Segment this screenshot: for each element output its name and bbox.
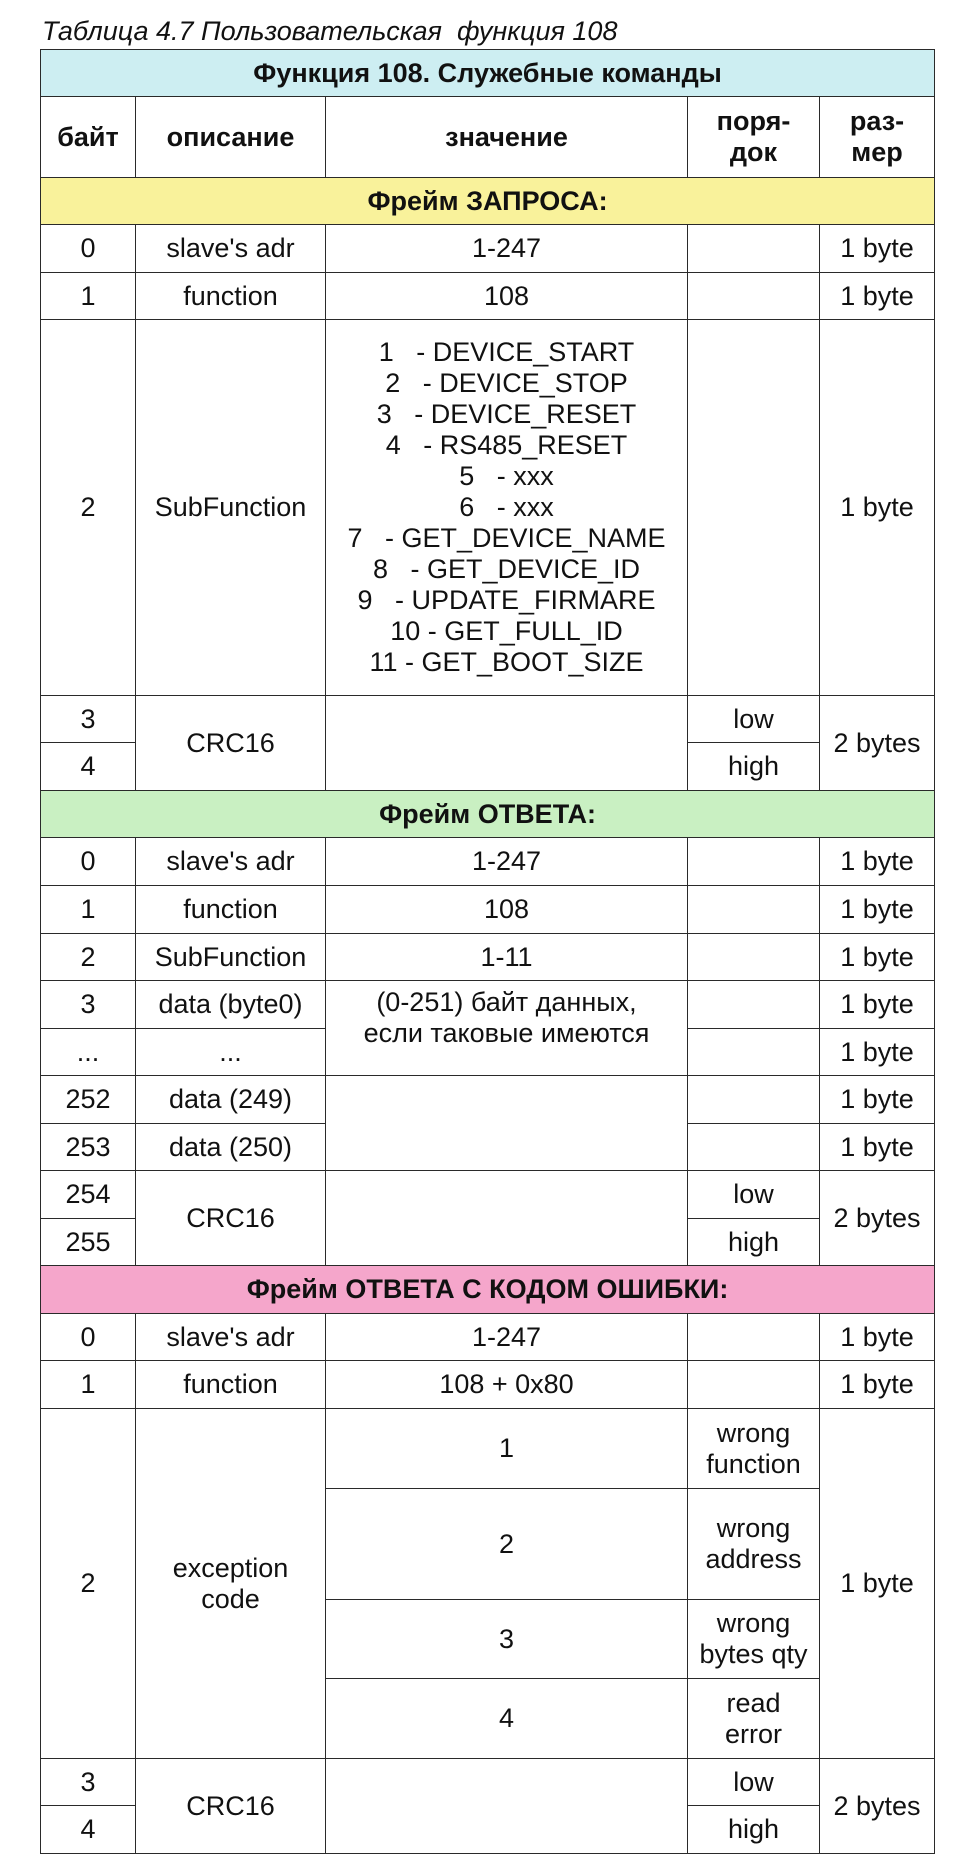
cell-description: slave's adr	[136, 1314, 326, 1361]
header-order-line2: док	[729, 137, 778, 167]
cell-value	[326, 696, 688, 791]
order-line1: wrong	[716, 1608, 791, 1638]
table-caption: Таблица 4.7 Пользовательская функция 108	[42, 16, 618, 46]
cell-order	[688, 1361, 820, 1409]
table-row	[41, 1076, 935, 1124]
cell-description: data (249)	[136, 1076, 326, 1124]
cell-byte: 2	[41, 1409, 136, 1759]
cell-byte: 3	[41, 1759, 136, 1806]
cell-value: 3	[326, 1600, 688, 1679]
cell-description: function	[136, 273, 326, 320]
section-error-row	[41, 1266, 935, 1314]
cell-value	[326, 1076, 688, 1171]
cell-byte: 2	[41, 320, 136, 696]
cell-description: function	[136, 886, 326, 934]
cell-byte: 3	[41, 981, 136, 1029]
header-size-line1: раз-	[849, 106, 905, 136]
cell-description: slave's adr	[136, 838, 326, 886]
cell-order: high	[688, 1219, 820, 1266]
cell-value: 4	[326, 1679, 688, 1759]
cell-size: 1 byte	[820, 1124, 935, 1171]
cell-description: SubFunction	[136, 320, 326, 696]
cell-order	[688, 225, 820, 273]
exception-code-line1: exception	[172, 1552, 289, 1583]
cell-order	[688, 981, 820, 1029]
cell-order: low	[688, 696, 820, 743]
cell-value: 2	[326, 1489, 688, 1600]
cell-order	[688, 1489, 820, 1600]
list-item: 11 - GET_BOOT_SIZE	[369, 647, 644, 677]
list-item: 8 - GET_DEVICE_ID	[372, 554, 641, 584]
section-response-row	[41, 791, 935, 838]
cell-value: 1-11	[326, 934, 688, 981]
cell-byte: 4	[41, 1806, 136, 1854]
list-item: 5 - xxx	[459, 461, 554, 491]
cell-size: 1 byte	[820, 1029, 935, 1076]
cell-description: CRC16	[136, 1171, 326, 1266]
cell-value	[326, 1759, 688, 1854]
cell-order: low	[688, 1759, 820, 1806]
column-header-row	[41, 97, 935, 178]
cell-order	[688, 934, 820, 981]
table-row	[41, 838, 935, 886]
cell-byte: 252	[41, 1076, 136, 1124]
header-order-line1: поря-	[716, 106, 791, 136]
cell-byte: 253	[41, 1124, 136, 1171]
cell-size: 1 byte	[820, 838, 935, 886]
cell-description: data (250)	[136, 1124, 326, 1171]
cell-byte: ...	[41, 1029, 136, 1076]
order-line1: wrong	[716, 1513, 791, 1543]
cell-order	[688, 273, 820, 320]
cell-size: 1 byte	[820, 1076, 935, 1124]
header-size	[820, 97, 935, 178]
table-row	[41, 273, 935, 320]
header-order	[688, 97, 820, 178]
table-row	[41, 1314, 935, 1361]
cell-byte: 0	[41, 1314, 136, 1361]
cell-order: high	[688, 1806, 820, 1854]
cell-description: function	[136, 1361, 326, 1409]
order-line2: address	[705, 1544, 802, 1574]
cell-order: high	[688, 743, 820, 791]
table-row	[41, 1361, 935, 1409]
header-byte: байт	[41, 97, 136, 178]
table-row	[41, 1759, 935, 1806]
cell-description: SubFunction	[136, 934, 326, 981]
cell-value: 1-247	[326, 1314, 688, 1361]
table-row	[41, 886, 935, 934]
cell-size: 1 byte	[820, 1409, 935, 1759]
list-item: 10 - GET_FULL_ID	[390, 616, 623, 646]
table-row	[41, 981, 935, 1029]
cell-description: ...	[136, 1029, 326, 1076]
cell-size: 1 byte	[820, 981, 935, 1029]
cell-byte: 0	[41, 838, 136, 886]
table-row	[41, 934, 935, 981]
cell-description: slave's adr	[136, 225, 326, 273]
cell-order	[688, 1029, 820, 1076]
cell-order	[688, 1679, 820, 1759]
data-note-line2: если таковые имеются	[363, 1018, 650, 1048]
cell-order	[688, 838, 820, 886]
order-line2: function	[706, 1448, 801, 1479]
cell-order: low	[688, 1171, 820, 1219]
subfunction-list	[326, 320, 688, 696]
cell-description: data (byte0)	[136, 981, 326, 1029]
exception-code-line2: code	[201, 1583, 260, 1614]
cell-value	[326, 981, 688, 1076]
cell-byte: 1	[41, 1361, 136, 1409]
cell-description: CRC16	[136, 1759, 326, 1854]
cell-byte: 255	[41, 1219, 136, 1266]
cell-byte: 0	[41, 225, 136, 273]
order-line1: read	[726, 1687, 781, 1718]
cell-size: 1 byte	[820, 273, 935, 320]
data-note-line1: (0-251) байт данных,	[376, 987, 637, 1017]
cell-order	[688, 1600, 820, 1679]
cell-value: 1-247	[326, 225, 688, 273]
cell-size: 1 byte	[820, 934, 935, 981]
table-row	[41, 320, 935, 696]
function-108-table	[40, 49, 935, 1854]
cell-value: 108	[326, 273, 688, 320]
header-description: описание	[136, 97, 326, 178]
table-row	[41, 1409, 935, 1489]
cell-value	[326, 1171, 688, 1266]
table-row	[41, 225, 935, 273]
header-value: значение	[326, 97, 688, 178]
list-item: 7 - GET_DEVICE_NAME	[347, 523, 666, 553]
section-request-row	[41, 178, 935, 225]
cell-byte: 254	[41, 1171, 136, 1219]
cell-order	[688, 1124, 820, 1171]
cell-size: 2 bytes	[820, 1171, 935, 1266]
order-line1: wrong	[716, 1417, 791, 1448]
header-size-line2: мер	[851, 137, 903, 167]
cell-order	[688, 1409, 820, 1489]
cell-byte: 1	[41, 273, 136, 320]
list-item: 4 - RS485_RESET	[385, 430, 628, 460]
cell-value: 1	[326, 1409, 688, 1489]
order-line2: error	[724, 1718, 782, 1749]
cell-order	[688, 886, 820, 934]
cell-size: 1 byte	[820, 320, 935, 696]
cell-size: 1 byte	[820, 225, 935, 273]
list-item: 6 - xxx	[459, 492, 554, 522]
cell-byte: 2	[41, 934, 136, 981]
list-item: 9 - UPDATE_FIRMARE	[357, 585, 656, 615]
cell-byte: 4	[41, 743, 136, 791]
section-response-title: Фрейм ОТВЕТА:	[41, 791, 935, 838]
cell-byte: 1	[41, 886, 136, 934]
cell-size: 1 byte	[820, 886, 935, 934]
table-title-row	[41, 50, 935, 97]
cell-size: 1 byte	[820, 1361, 935, 1409]
table-row	[41, 696, 935, 743]
list-item: 1 - DEVICE_START	[378, 337, 635, 367]
cell-byte: 3	[41, 696, 136, 743]
list-item: 2 - DEVICE_STOP	[385, 368, 628, 398]
cell-size: 2 bytes	[820, 1759, 935, 1854]
section-error-title: Фрейм ОТВЕТА С КОДОМ ОШИБКИ:	[41, 1266, 935, 1314]
cell-value: 1-247	[326, 838, 688, 886]
cell-size: 1 byte	[820, 1314, 935, 1361]
section-request-title: Фрейм ЗАПРОСА:	[41, 178, 935, 225]
order-line2: bytes qty	[699, 1639, 808, 1669]
cell-description	[136, 1409, 326, 1759]
cell-order	[688, 1076, 820, 1124]
list-item: 3 - DEVICE_RESET	[376, 399, 637, 429]
cell-value: 108 + 0x80	[326, 1361, 688, 1409]
table-title: Функция 108. Служебные команды	[41, 50, 935, 97]
cell-value: 108	[326, 886, 688, 934]
table-row	[41, 1171, 935, 1219]
cell-order	[688, 1314, 820, 1361]
cell-description: CRC16	[136, 696, 326, 791]
cell-size: 2 bytes	[820, 696, 935, 791]
cell-order	[688, 320, 820, 696]
